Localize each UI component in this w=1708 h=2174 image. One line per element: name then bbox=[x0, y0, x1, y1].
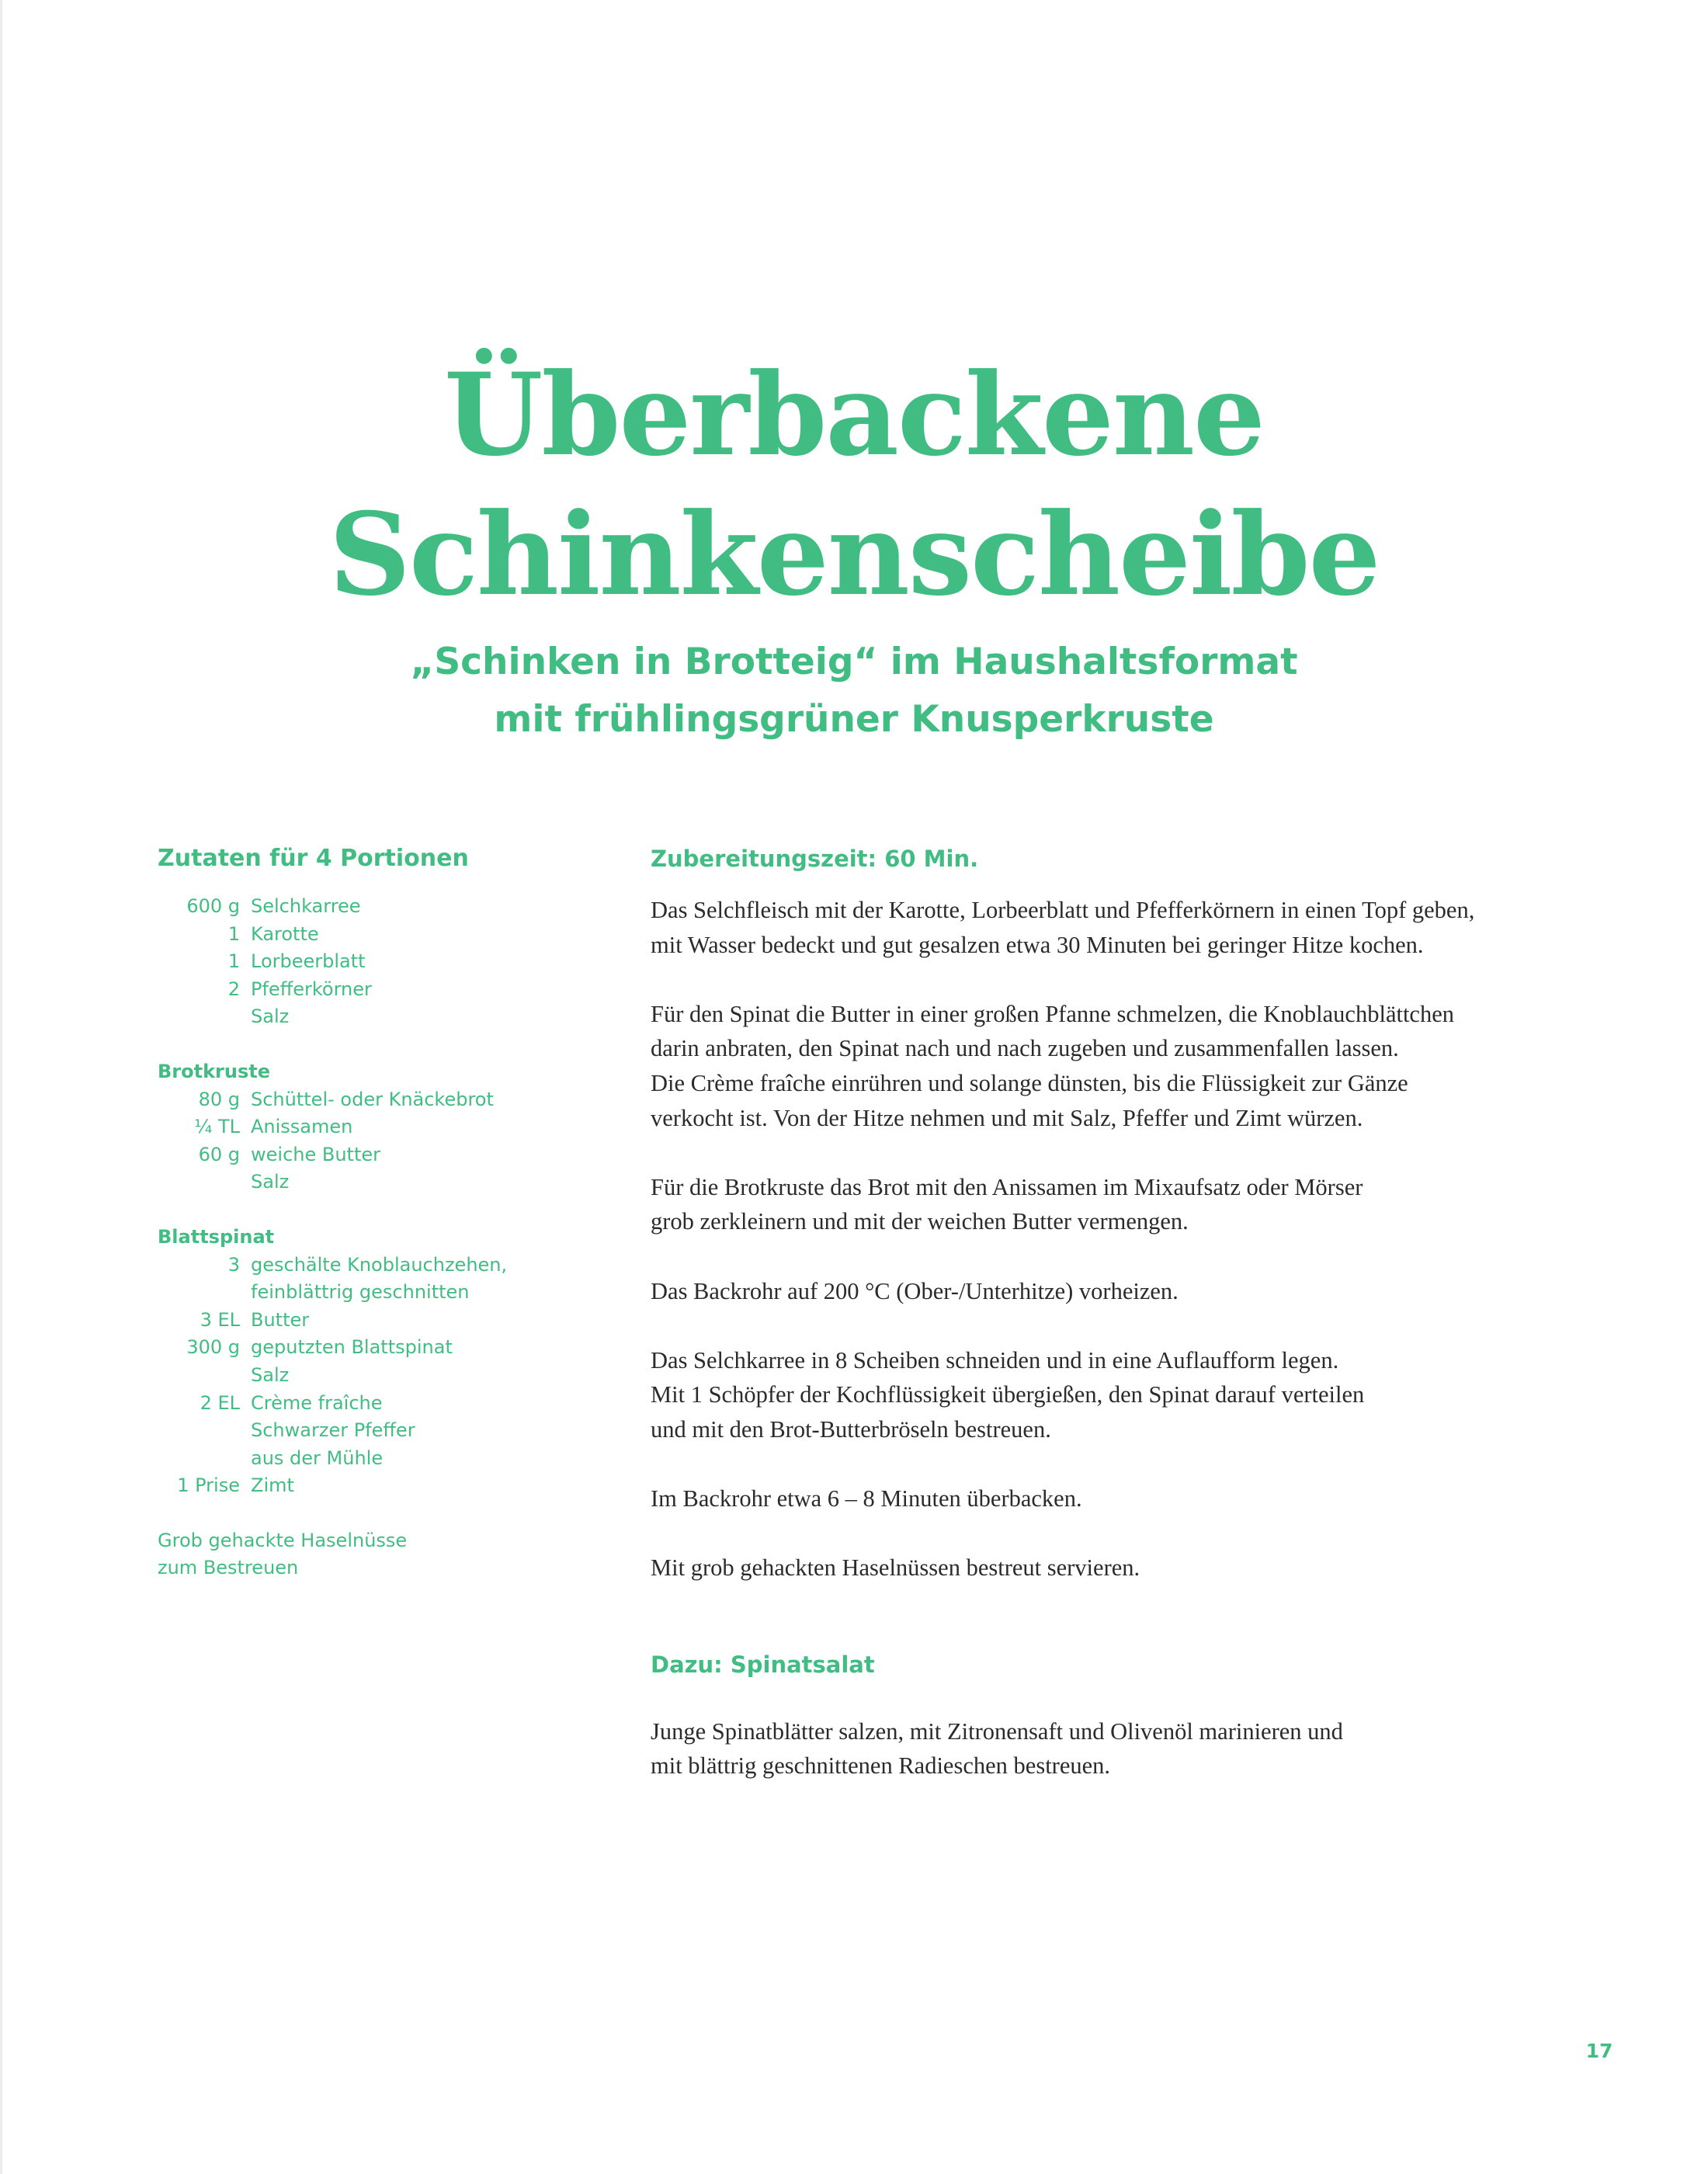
ingredient-name: Lorbeerblatt bbox=[251, 950, 366, 973]
brotkruste-title: Brotkruste bbox=[158, 1060, 271, 1082]
preparation-line: Mit grob gehackten Haselnüssen bestreut servieren. bbox=[651, 1554, 1140, 1582]
ingredient-name: Anissamen bbox=[251, 1116, 353, 1138]
ingredient-quantity bbox=[158, 1003, 251, 1031]
preparation-step bbox=[651, 1274, 1606, 1309]
side-dish-heading: Dazu: Spinatsalat bbox=[651, 1651, 875, 1678]
ingredient-name: Schüttel- oder Knäckebrot bbox=[251, 1088, 494, 1110]
recipe-title-line-2: Schinkenscheibe bbox=[328, 488, 1380, 621]
ingredient-quantity: 1 bbox=[227, 950, 240, 973]
preparation-line: Für die Brotkruste das Brot mit den Anissamen im Mixaufsatz oder Mörser bbox=[651, 1173, 1363, 1200]
page-edge bbox=[0, 0, 2, 2174]
ingredient-row bbox=[158, 948, 592, 976]
recipe-subtitle bbox=[0, 634, 1708, 748]
preparation-steps bbox=[651, 893, 1606, 1585]
blattspinat-title: Blattspinat bbox=[158, 1225, 275, 1248]
ingredients-main-list bbox=[158, 893, 592, 1031]
ingredient-quantity bbox=[158, 1279, 251, 1307]
preparation-step bbox=[651, 1551, 1606, 1585]
preparation-line: mit Wasser bedeckt und gut gesalzen etwa 30 Minuten bei geringer Hitze kochen. bbox=[651, 931, 1424, 958]
preparation-line: Das Selchkarree in 8 Scheiben schneiden und in eine Auflaufform legen. bbox=[651, 1346, 1339, 1374]
preparation-step bbox=[651, 893, 1606, 962]
preparation-line: Für den Spinat die Butter in einer großen Pfanne schmelzen, die Knoblauchblättchen bbox=[651, 1000, 1455, 1027]
preparation-heading: Zubereitungszeit: 60 Min. bbox=[651, 846, 979, 872]
preparation-step bbox=[651, 1343, 1606, 1447]
ingredient-row bbox=[158, 1279, 592, 1307]
ingredients-blattspinat-group bbox=[158, 1224, 592, 1500]
ingredient-name: Zimt bbox=[251, 1474, 294, 1497]
ingredient-row bbox=[158, 921, 592, 949]
preparation-line: und mit den Brot-Butterbröseln bestreuen. bbox=[651, 1415, 1051, 1443]
ingredient-name: aus der Mühle bbox=[251, 1446, 384, 1469]
ingredient-name: Pfefferkörner bbox=[251, 978, 372, 1000]
preparation-line: Das Selchfleisch mit der Karotte, Lorbeerblatt und Pfefferkörnern in einen Topf geben, bbox=[651, 897, 1475, 923]
ingredients-main-group bbox=[158, 893, 592, 1031]
brotkruste-list bbox=[158, 1086, 592, 1196]
preparation-line: Im Backrohr etwa 6 – 8 Minuten überbacken. bbox=[651, 1485, 1082, 1512]
preparation-line: Die Crème fraîche einrühren und solange dünsten, bis die Flüssigkeit zur Gänze bbox=[651, 1069, 1408, 1096]
ingredient-quantity: 80 g bbox=[198, 1088, 240, 1110]
ingredient-name: weiche Butter bbox=[251, 1143, 380, 1165]
preparation-step bbox=[651, 1170, 1606, 1239]
recipe-subtitle-line-2: mit frühlingsgrüner Knusperkruste bbox=[494, 698, 1214, 741]
ingredient-row bbox=[158, 1003, 592, 1031]
ingredient-name: Karotte bbox=[251, 922, 319, 945]
ingredient-quantity bbox=[158, 1169, 251, 1196]
ingredient-row bbox=[158, 1334, 592, 1362]
ingredient-row bbox=[158, 1169, 592, 1196]
ingredient-row bbox=[158, 976, 592, 1004]
garnish-line: zum Bestreuen bbox=[158, 1557, 299, 1579]
ingredient-quantity: 2 bbox=[227, 978, 240, 1000]
ingredient-name: feinblättrig geschnitten bbox=[251, 1281, 470, 1304]
preparation-line: Das Backrohr auf 200 °C (Ober-/Unterhitze) vorheizen. bbox=[651, 1277, 1179, 1304]
side-dish-line: mit blättrig geschnittenen Radieschen bestreuen. bbox=[651, 1752, 1111, 1780]
blattspinat-list bbox=[158, 1252, 592, 1500]
ingredient-quantity: 1 bbox=[227, 922, 240, 945]
ingredients-heading: Zutaten für 4 Portionen bbox=[158, 845, 469, 872]
side-dish-text bbox=[651, 1714, 1606, 1783]
ingredient-quantity: 3 EL bbox=[200, 1308, 240, 1331]
ingredient-row bbox=[158, 893, 592, 921]
ingredient-row bbox=[158, 1362, 592, 1390]
ingredient-quantity bbox=[158, 1362, 251, 1390]
garnish-note bbox=[158, 1527, 592, 1582]
ingredient-name: Salz bbox=[251, 1363, 290, 1386]
ingredient-name: Crème fraîche bbox=[251, 1391, 383, 1414]
ingredient-name: Selchkarree bbox=[251, 895, 361, 917]
ingredients-column bbox=[158, 845, 592, 1582]
ingredient-row bbox=[158, 1307, 592, 1335]
preparation-line: grob zerkleinern und mit der weichen Butter vermengen. bbox=[651, 1208, 1189, 1235]
ingredients-brotkruste-group bbox=[158, 1058, 592, 1196]
ingredient-quantity: 3 bbox=[227, 1253, 240, 1276]
recipe-subtitle-line-1: „Schinken in Brotteig“ im Haushaltsformat bbox=[410, 641, 1298, 683]
ingredient-row bbox=[158, 1141, 592, 1169]
garnish-line: Grob gehackte Haselnüsse bbox=[158, 1529, 408, 1551]
ingredient-name: geputzten Blattspinat bbox=[251, 1336, 453, 1359]
ingredient-row bbox=[158, 1390, 592, 1418]
ingredient-quantity: 2 EL bbox=[200, 1391, 240, 1414]
preparation-step bbox=[651, 1481, 1606, 1516]
ingredient-name: Salz bbox=[251, 1171, 290, 1193]
ingredient-quantity bbox=[158, 1417, 251, 1445]
page-number: 17 bbox=[1585, 2040, 1613, 2062]
ingredient-row bbox=[158, 1252, 592, 1280]
ingredient-name: Salz bbox=[251, 1005, 290, 1028]
preparation-line: darin anbraten, den Spinat nach und nach zugeben und zusammenfallen lassen. bbox=[651, 1035, 1399, 1062]
preparation-line: verkocht ist. Von der Hitze nehmen und mit Salz, Pfeffer und Zimt würzen. bbox=[651, 1104, 1363, 1131]
ingredient-quantity: ¼ TL bbox=[194, 1116, 240, 1138]
ingredient-row bbox=[158, 1472, 592, 1500]
ingredient-row bbox=[158, 1113, 592, 1141]
preparation-step bbox=[651, 997, 1606, 1135]
ingredient-quantity: 600 g bbox=[186, 895, 240, 917]
ingredient-row bbox=[158, 1086, 592, 1114]
ingredient-quantity: 300 g bbox=[186, 1336, 240, 1359]
ingredient-row bbox=[158, 1445, 592, 1473]
recipe-title-line-1: Überbackene bbox=[444, 349, 1264, 481]
recipe-title bbox=[0, 346, 1708, 625]
ingredient-quantity bbox=[158, 1445, 251, 1473]
ingredient-quantity: 1 Prise bbox=[177, 1474, 240, 1497]
ingredient-name: Butter bbox=[251, 1308, 310, 1331]
ingredient-row bbox=[158, 1417, 592, 1445]
preparation-column bbox=[651, 845, 1606, 1818]
preparation-line: Mit 1 Schöpfer der Kochflüssigkeit übergießen, den Spinat darauf verteilen bbox=[651, 1381, 1365, 1408]
ingredient-name: Schwarzer Pfeffer bbox=[251, 1419, 415, 1442]
ingredient-quantity: 60 g bbox=[198, 1143, 240, 1165]
ingredient-name: geschälte Knoblauchzehen, bbox=[251, 1253, 508, 1276]
side-dish-line: Junge Spinatblätter salzen, mit Zitronensaft und Olivenöl marinieren und bbox=[651, 1717, 1343, 1745]
